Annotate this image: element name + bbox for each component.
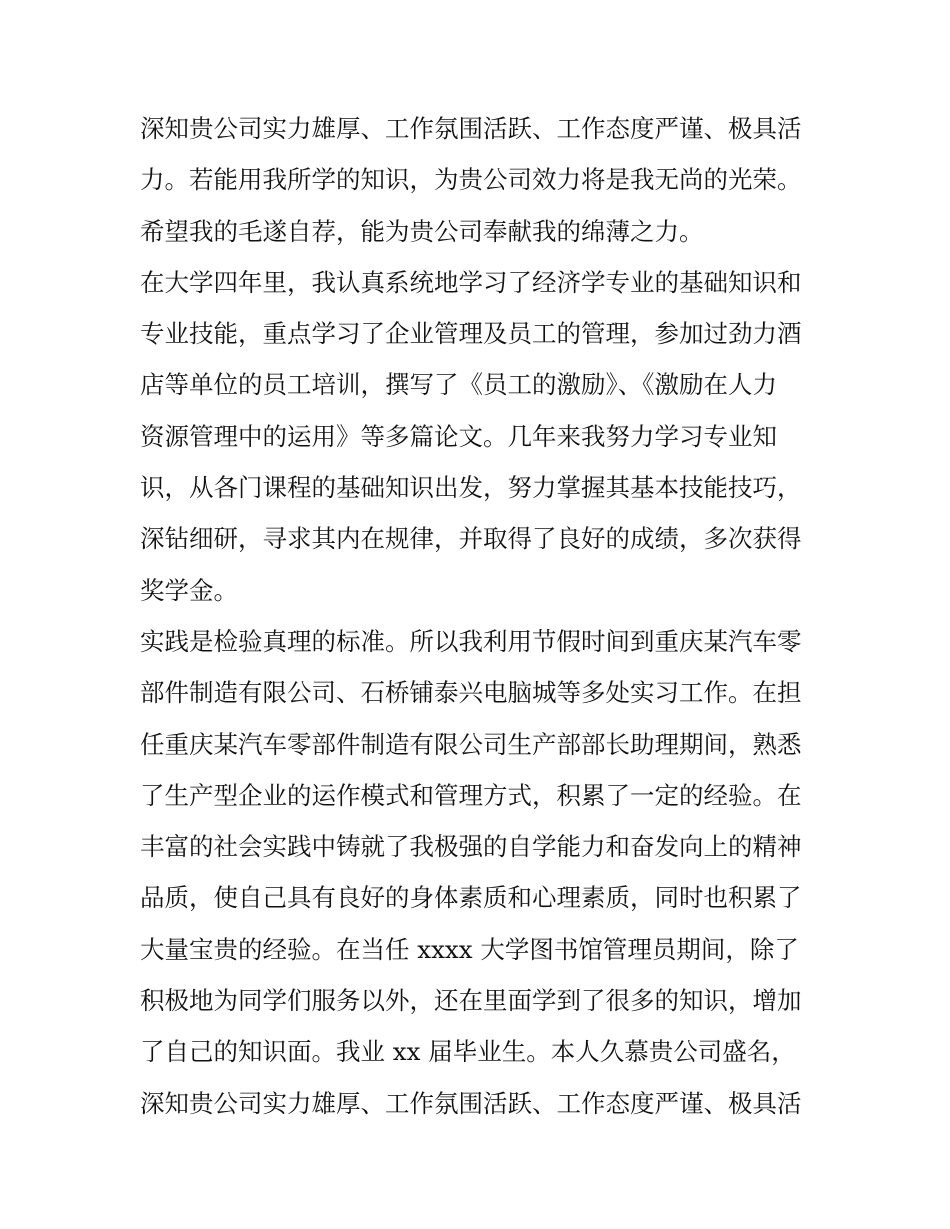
text-line: 实践是检验真理的标准。所以我利用节假时间到重庆某汽车零 <box>140 626 802 656</box>
text-line: 识，从各门课程的基础知识出发，努力掌握其基本技能技巧， <box>140 473 802 503</box>
text-line: 丰富的社会实践中铸就了我极强的自学能力和奋发向上的精神 <box>140 832 802 862</box>
text-line: 大量宝贵的经验。在当任 xxxx 大学图书馆管理员期间，除了 <box>140 934 799 964</box>
text-line: 了自己的知识面。我业 xx 届毕业生。本人久慕贵公司盛名， <box>140 1037 796 1067</box>
body-text <box>140 103 820 1129</box>
text-line: 深钻细研，寻求其内在规律，并取得了良好的成绩，多次获得 <box>140 524 802 554</box>
text-line: 店等单位的员工培训，撰写了《员工的激励》、《激励在人力 <box>140 370 777 400</box>
text-line: 在大学四年里，我认真系统地学习了经济学专业的基础知识和 <box>140 267 802 297</box>
text-line: 力。若能用我所学的知识，为贵公司效力将是我无尚的光荣。 <box>140 165 802 195</box>
text-line: 积极地为同学们服务以外，还在里面学到了很多的知识，增加 <box>140 986 802 1016</box>
text-line: 奖学金。 <box>140 575 238 605</box>
text-line: 专业技能，重点学习了企业管理及员工的管理，参加过劲力酒 <box>140 319 802 349</box>
text-line: 希望我的毛遂自荐，能为贵公司奉献我的绵薄之力。 <box>140 216 704 246</box>
text-line: 部件制造有限公司、石桥铺泰兴电脑城等多处实习工作。在担 <box>140 678 802 708</box>
text-line: 品质，使自己具有良好的身体素质和心理素质，同时也积累了 <box>140 883 802 913</box>
text-line: 任重庆某汽车零部件制造有限公司生产部部长助理期间，熟悉 <box>140 729 802 759</box>
text-line: 了生产型企业的运作模式和管理方式，积累了一定的经验。在 <box>140 780 802 810</box>
text-line: 资源管理中的运用》等多篇论文。几年来我努力学习专业知 <box>140 421 777 451</box>
text-line: 深知贵公司实力雄厚、工作氛围活跃、工作态度严谨、极具活 <box>140 1088 802 1118</box>
text-line: 深知贵公司实力雄厚、工作氛围活跃、工作态度严谨、极具活 <box>140 114 802 143</box>
